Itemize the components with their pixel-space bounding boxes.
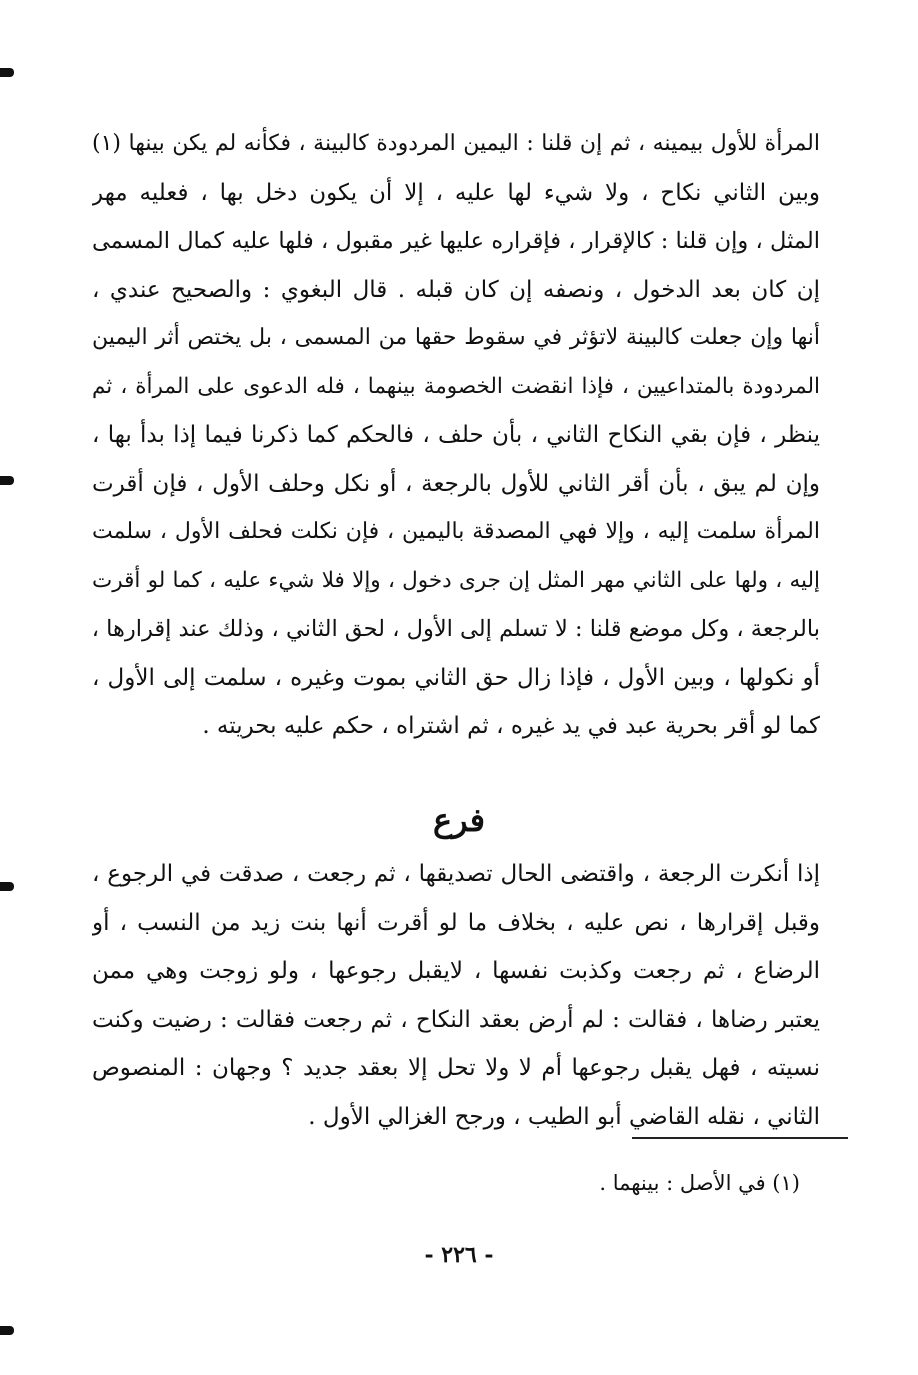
text-line: أنها وإن جعلت كالبينة لاتؤثر في سقوط حقها من المسمى ، بل يختص أثر اليمين <box>92 325 820 350</box>
text-line: المرأة للأول بيمينه ، ثم إن قلنا : اليمين المردودة كالبينة ، فكأنه لم يكن بينها (١) <box>92 131 820 156</box>
text-line: نسيته ، فهل يقبل رجوعها أم لا ولا تحل إلا بعقد جديد ؟ وجهان : المنصوص <box>92 1055 820 1081</box>
text-line: المثل ، وإن قلنا : كالإقرار ، فإقراره عليها غير مقبول ، فلها عليه كمال المسمى <box>92 228 820 254</box>
text-line: المرأة سلمت إليه ، وإلا فهي المصدقة باليمين ، فإن نكلت فحلف الأول ، سلمت <box>92 519 820 544</box>
text-line: الثاني ، نقله القاضي أبو الطيب ، ورجح الغزالي الأول . <box>308 1103 820 1130</box>
text-line: يعتبر رضاها ، فقالت : لم أرض بعقد النكاح ، ثم رجعت فقالت : رضيت وكنت <box>92 1006 820 1033</box>
text-line: وبين الثاني نكاح ، ولا شيء لها عليه ، إلا أن يكون دخل بها ، فعليه مهر <box>92 179 820 206</box>
section-heading: فرع <box>432 801 486 839</box>
text-line: أو نكولها ، وبين الأول ، فإذا زال حق الثاني بموت وغيره ، سلمت إلى الأول ، <box>92 664 820 691</box>
binding-edge-mark <box>0 1326 14 1335</box>
main-paragraph <box>92 120 820 751</box>
page-number: - ٢٢٦ - <box>424 1242 494 1268</box>
text-line: وقبل إقرارها ، نص عليه ، بخلاف ما لو أقرت أنها بنت زيد من النسب ، أو <box>92 909 820 936</box>
branch-paragraph <box>92 850 820 1141</box>
text-line: المردودة بالمتداعيين ، فإذا انقضت الخصومة بينهما ، فله الدعوى على المرأة ، ثم <box>92 373 820 399</box>
text-line: إن كان بعد الدخول ، ونصفه إن كان قبله . قال البغوي : والصحيح عندي ، <box>92 276 820 303</box>
binding-edge-mark <box>0 68 14 77</box>
binding-edge-mark <box>0 476 14 485</box>
text-line: وإن لم يبق ، بأن أقر الثاني للأول بالرجعة ، أو نكل وحلف الأول ، فإن أقرت <box>92 470 820 497</box>
text-line: الرضاع ، ثم رجعت وكذبت نفسها ، لايقبل رجوعها ، ولو زوجت وهي ممن <box>92 958 820 984</box>
text-line: بالرجعة ، وكل موضع قلنا : لا تسلم إلى الأول ، لحق الثاني ، وذلك عند إقرارها ، <box>92 616 820 642</box>
text-line: إليه ، ولها على الثاني مهر المثل إن جرى دخول ، وإلا فلا شيء عليه ، كما لو أقرت <box>92 567 820 593</box>
footnote: (١) في الأصل : بينهما . <box>599 1171 800 1195</box>
binding-edge-mark <box>0 882 14 891</box>
text-line: ينظر ، فإن بقي النكاح الثاني ، بأن حلف ، فالحكم كما ذكرنا فيما إذا بدأ بها ، <box>92 422 820 448</box>
text-line: كما لو أقر بحرية عبد في يد غيره ، ثم اشتراه ، حكم عليه بحريته . <box>202 713 820 739</box>
footnote-divider <box>632 1137 848 1139</box>
text-line: إذا أنكرت الرجعة ، واقتضى الحال تصديقها ، ثم رجعت ، صدقت في الرجوع ، <box>92 861 820 887</box>
